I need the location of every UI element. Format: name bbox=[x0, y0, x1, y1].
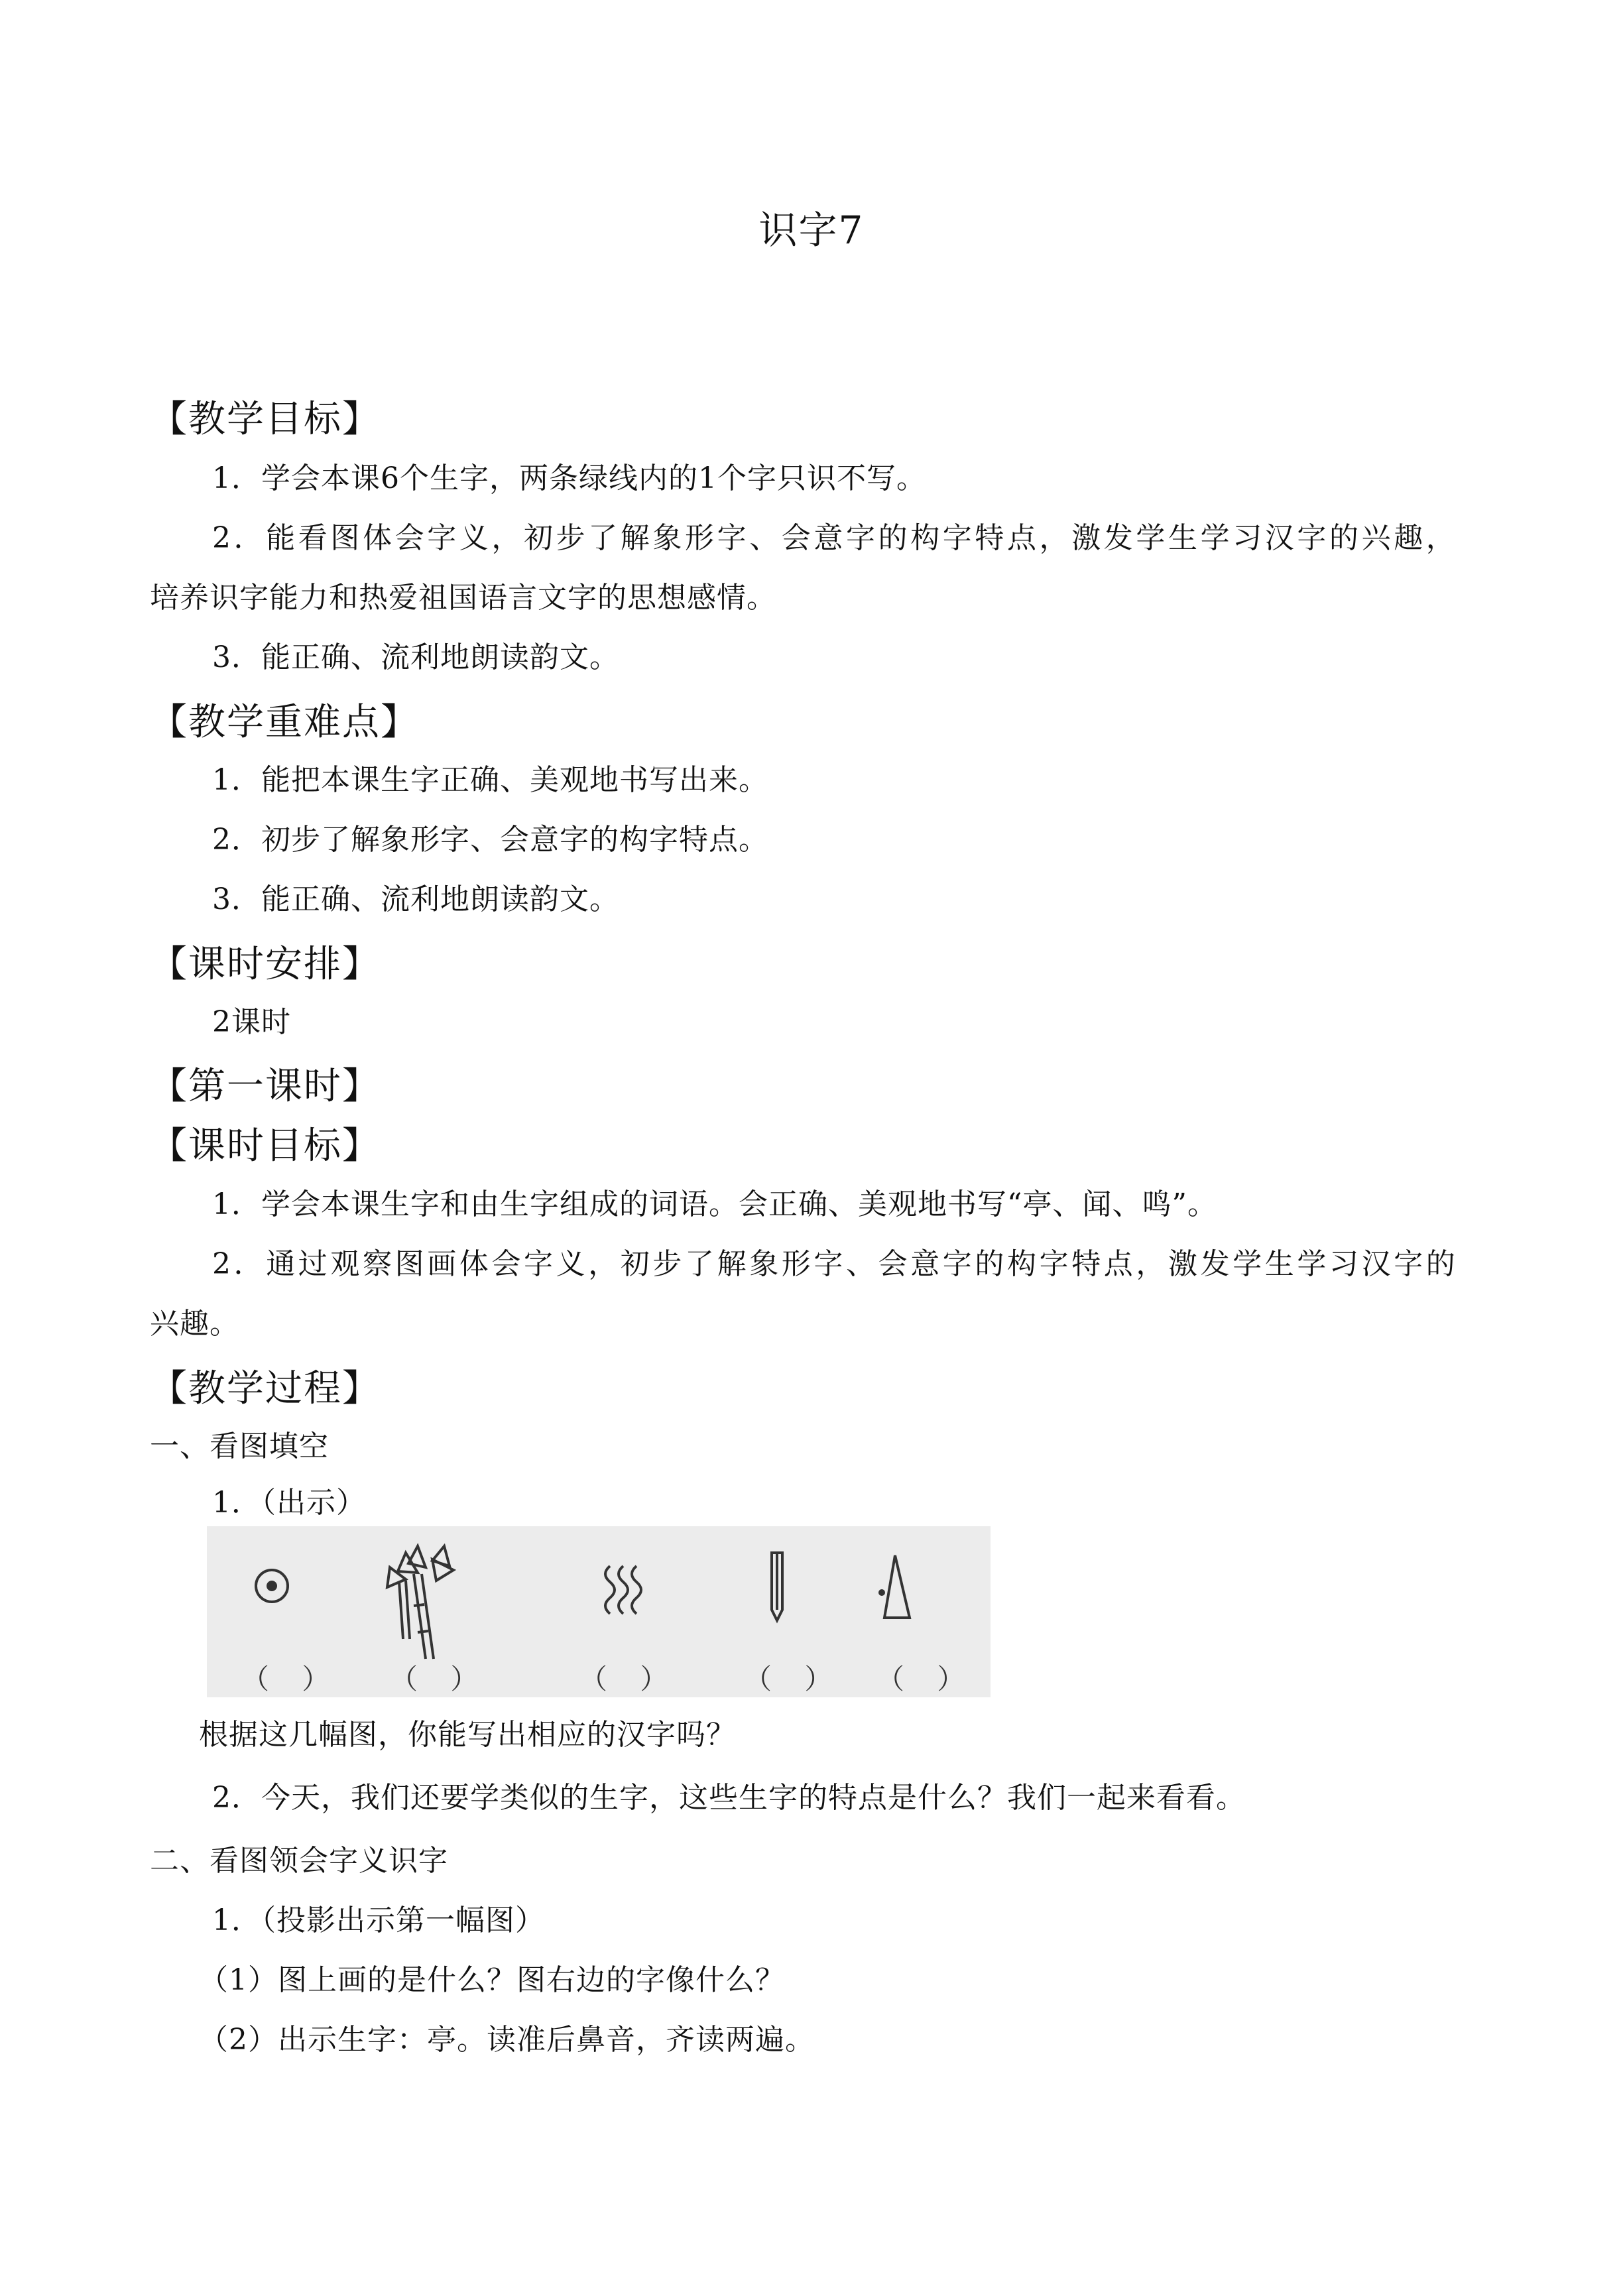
lesson-goal-item: 1．学会本课生字和由生字组成的词语。会正确、美观地书写“亭、闻、鸣”。 bbox=[212, 1187, 1217, 1221]
key-point-item: 1．能把本课生字正确、美观地书写出来。 bbox=[212, 763, 768, 797]
heading-schedule: 【课时安排】 bbox=[150, 943, 381, 986]
blade-pictograph-icon bbox=[772, 1553, 782, 1620]
heading-teaching-goals: 【教学目标】 bbox=[150, 398, 381, 441]
step-1-item-1: 1．（出示） bbox=[212, 1486, 366, 1520]
heading-teaching-process: 【教学过程】 bbox=[150, 1367, 381, 1410]
mountain-pictograph-icon bbox=[880, 1555, 910, 1618]
water-pictograph-icon bbox=[605, 1566, 641, 1614]
figure-blank: （ ） bbox=[241, 1663, 342, 1695]
goal-item: 1．学会本课6个生字，两条绿线内的1个字只识不写。 bbox=[212, 461, 926, 495]
page-title: 识字7 bbox=[758, 208, 865, 253]
sun-pictograph-icon bbox=[256, 1570, 288, 1602]
goal-item: 2．能看图体会字义，初步了解象形字、会意字的构字特点，激发学生学习汉字的兴趣， bbox=[212, 521, 1459, 555]
schedule-text: 2课时 bbox=[212, 1005, 291, 1039]
key-point-item: 2．初步了解象形字、会意字的构字特点。 bbox=[212, 823, 768, 857]
figure-blank: （ ） bbox=[390, 1663, 491, 1695]
step-1-title: 一、看图填空 bbox=[150, 1429, 329, 1463]
bamboo-pictograph-icon bbox=[387, 1546, 453, 1659]
step-1-question: 根据这几幅图，你能写出相应的汉字吗？ bbox=[199, 1718, 736, 1752]
lesson-goal-item-continued: 兴趣。 bbox=[150, 1307, 239, 1341]
step-2-title: 二、看图领会字义识字 bbox=[150, 1844, 448, 1878]
step-2-sub-1: （1）图上画的是什么？图右边的字像什么？ bbox=[199, 1963, 785, 1997]
figure-blank: （ ） bbox=[744, 1663, 845, 1695]
step-1-item-2: 2．今天，我们还要学类似的生字，这些生字的特点是什么？我们一起来看看。 bbox=[212, 1781, 1246, 1815]
step-2-item-1: 1．（投影出示第一幅图） bbox=[212, 1903, 545, 1937]
figure-blank: （ ） bbox=[876, 1663, 977, 1695]
goal-item: 3．能正确、流利地朗读韵文。 bbox=[212, 640, 619, 674]
heading-lesson-goals: 【课时目标】 bbox=[150, 1124, 381, 1168]
figure-blank: （ ） bbox=[579, 1663, 680, 1695]
pictograph-figure bbox=[207, 1526, 991, 1697]
goal-item-continued: 培养识字能力和热爱祖国语言文字的思想感情。 bbox=[150, 581, 776, 615]
step-2-sub-2: （2）出示生字：亭。读准后鼻音，齐读两遍。 bbox=[199, 2023, 815, 2057]
heading-first-lesson: 【第一课时】 bbox=[150, 1065, 381, 1108]
key-point-item: 3．能正确、流利地朗读韵文。 bbox=[212, 882, 619, 916]
heading-key-points: 【教学重难点】 bbox=[150, 701, 419, 744]
lesson-goal-item: 2．通过观察图画体会字义，初步了解象形字、会意字的构字特点，激发学生学习汉字的 bbox=[212, 1247, 1459, 1281]
